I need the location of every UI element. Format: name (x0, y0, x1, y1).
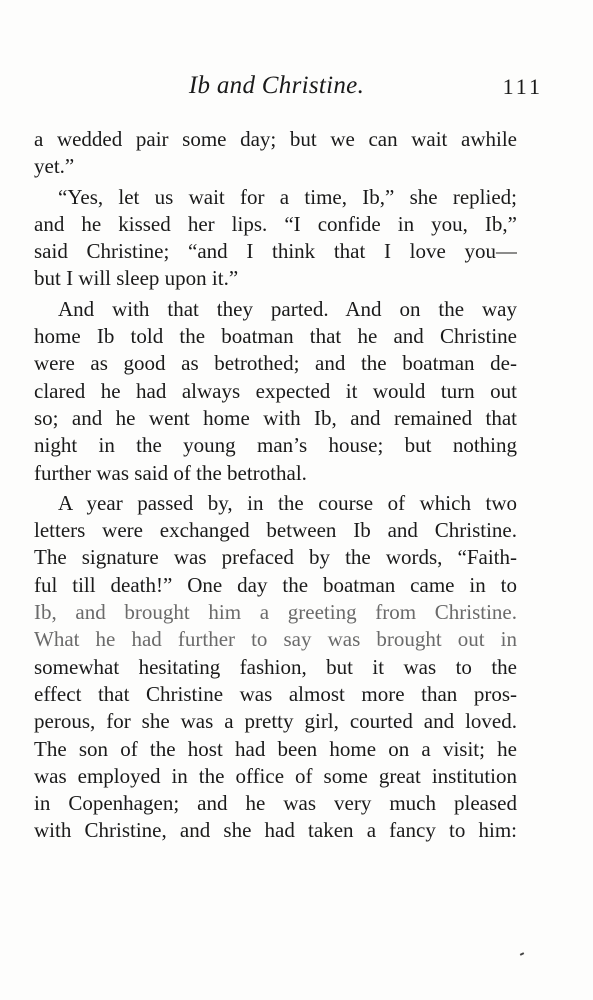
text-line: a wedded pair some day; but we can wait awhile (34, 127, 517, 151)
text-line: further was said of the betrothal. (34, 460, 307, 485)
page-number: 111 (502, 74, 543, 99)
text-line: effect that Christine was almost more than pros- (34, 681, 517, 706)
running-title: Ib and Christine. (188, 72, 365, 99)
text-line: The signature was prefaced by the words, “Faith- (34, 545, 517, 570)
text-line: so; and he went home with Ib, and remained that (34, 405, 517, 430)
text-line: ful till death!” One day the boatman came in to (34, 572, 517, 597)
text-line: but I will sleep upon it.” (34, 266, 239, 291)
text-line: The son of the host had been home on a visit; he (34, 736, 517, 761)
text-line: said Christine; “and I think that I love you— (34, 239, 517, 264)
text-line: was employed in the office of some great institution (34, 763, 517, 788)
text-line: home Ib told the boatman that he and Christine (34, 324, 517, 349)
text-line: clared he had always expected it would turn out (34, 378, 517, 403)
text-line: What he had further to say was brought out in (34, 627, 517, 652)
text-line: perous, for she was a pretty girl, courted and loved. (34, 709, 517, 734)
text-line: A year passed by, in the course of which two (58, 490, 517, 515)
text-line: night in the young man’s house; but nothing (34, 433, 517, 458)
stray-ink-mark (520, 952, 524, 956)
text-line: “Yes, let us wait for a time, Ib,” she replied; (58, 184, 517, 209)
text-line: somewhat hesitating fashion, but it was to the (34, 654, 517, 679)
text-line: And with that they parted. And on the way (58, 296, 517, 321)
text-line: yet.” (34, 154, 75, 179)
text-line: letters were exchanged between Ib and Christine. (34, 518, 517, 543)
body-text (34, 126, 517, 845)
text-line: were as good as betrothed; and the boatman de- (34, 351, 517, 376)
running-head (0, 72, 593, 106)
text-line: in Copenhagen; and he was very much pleased (34, 791, 517, 816)
text-line: and he kissed her lips. “I confide in you, Ib,” (34, 211, 517, 236)
text-line: with Christine, and she had taken a fancy to him: (34, 818, 517, 843)
text-line: Ib, and brought him a greeting from Christine. (34, 600, 517, 625)
